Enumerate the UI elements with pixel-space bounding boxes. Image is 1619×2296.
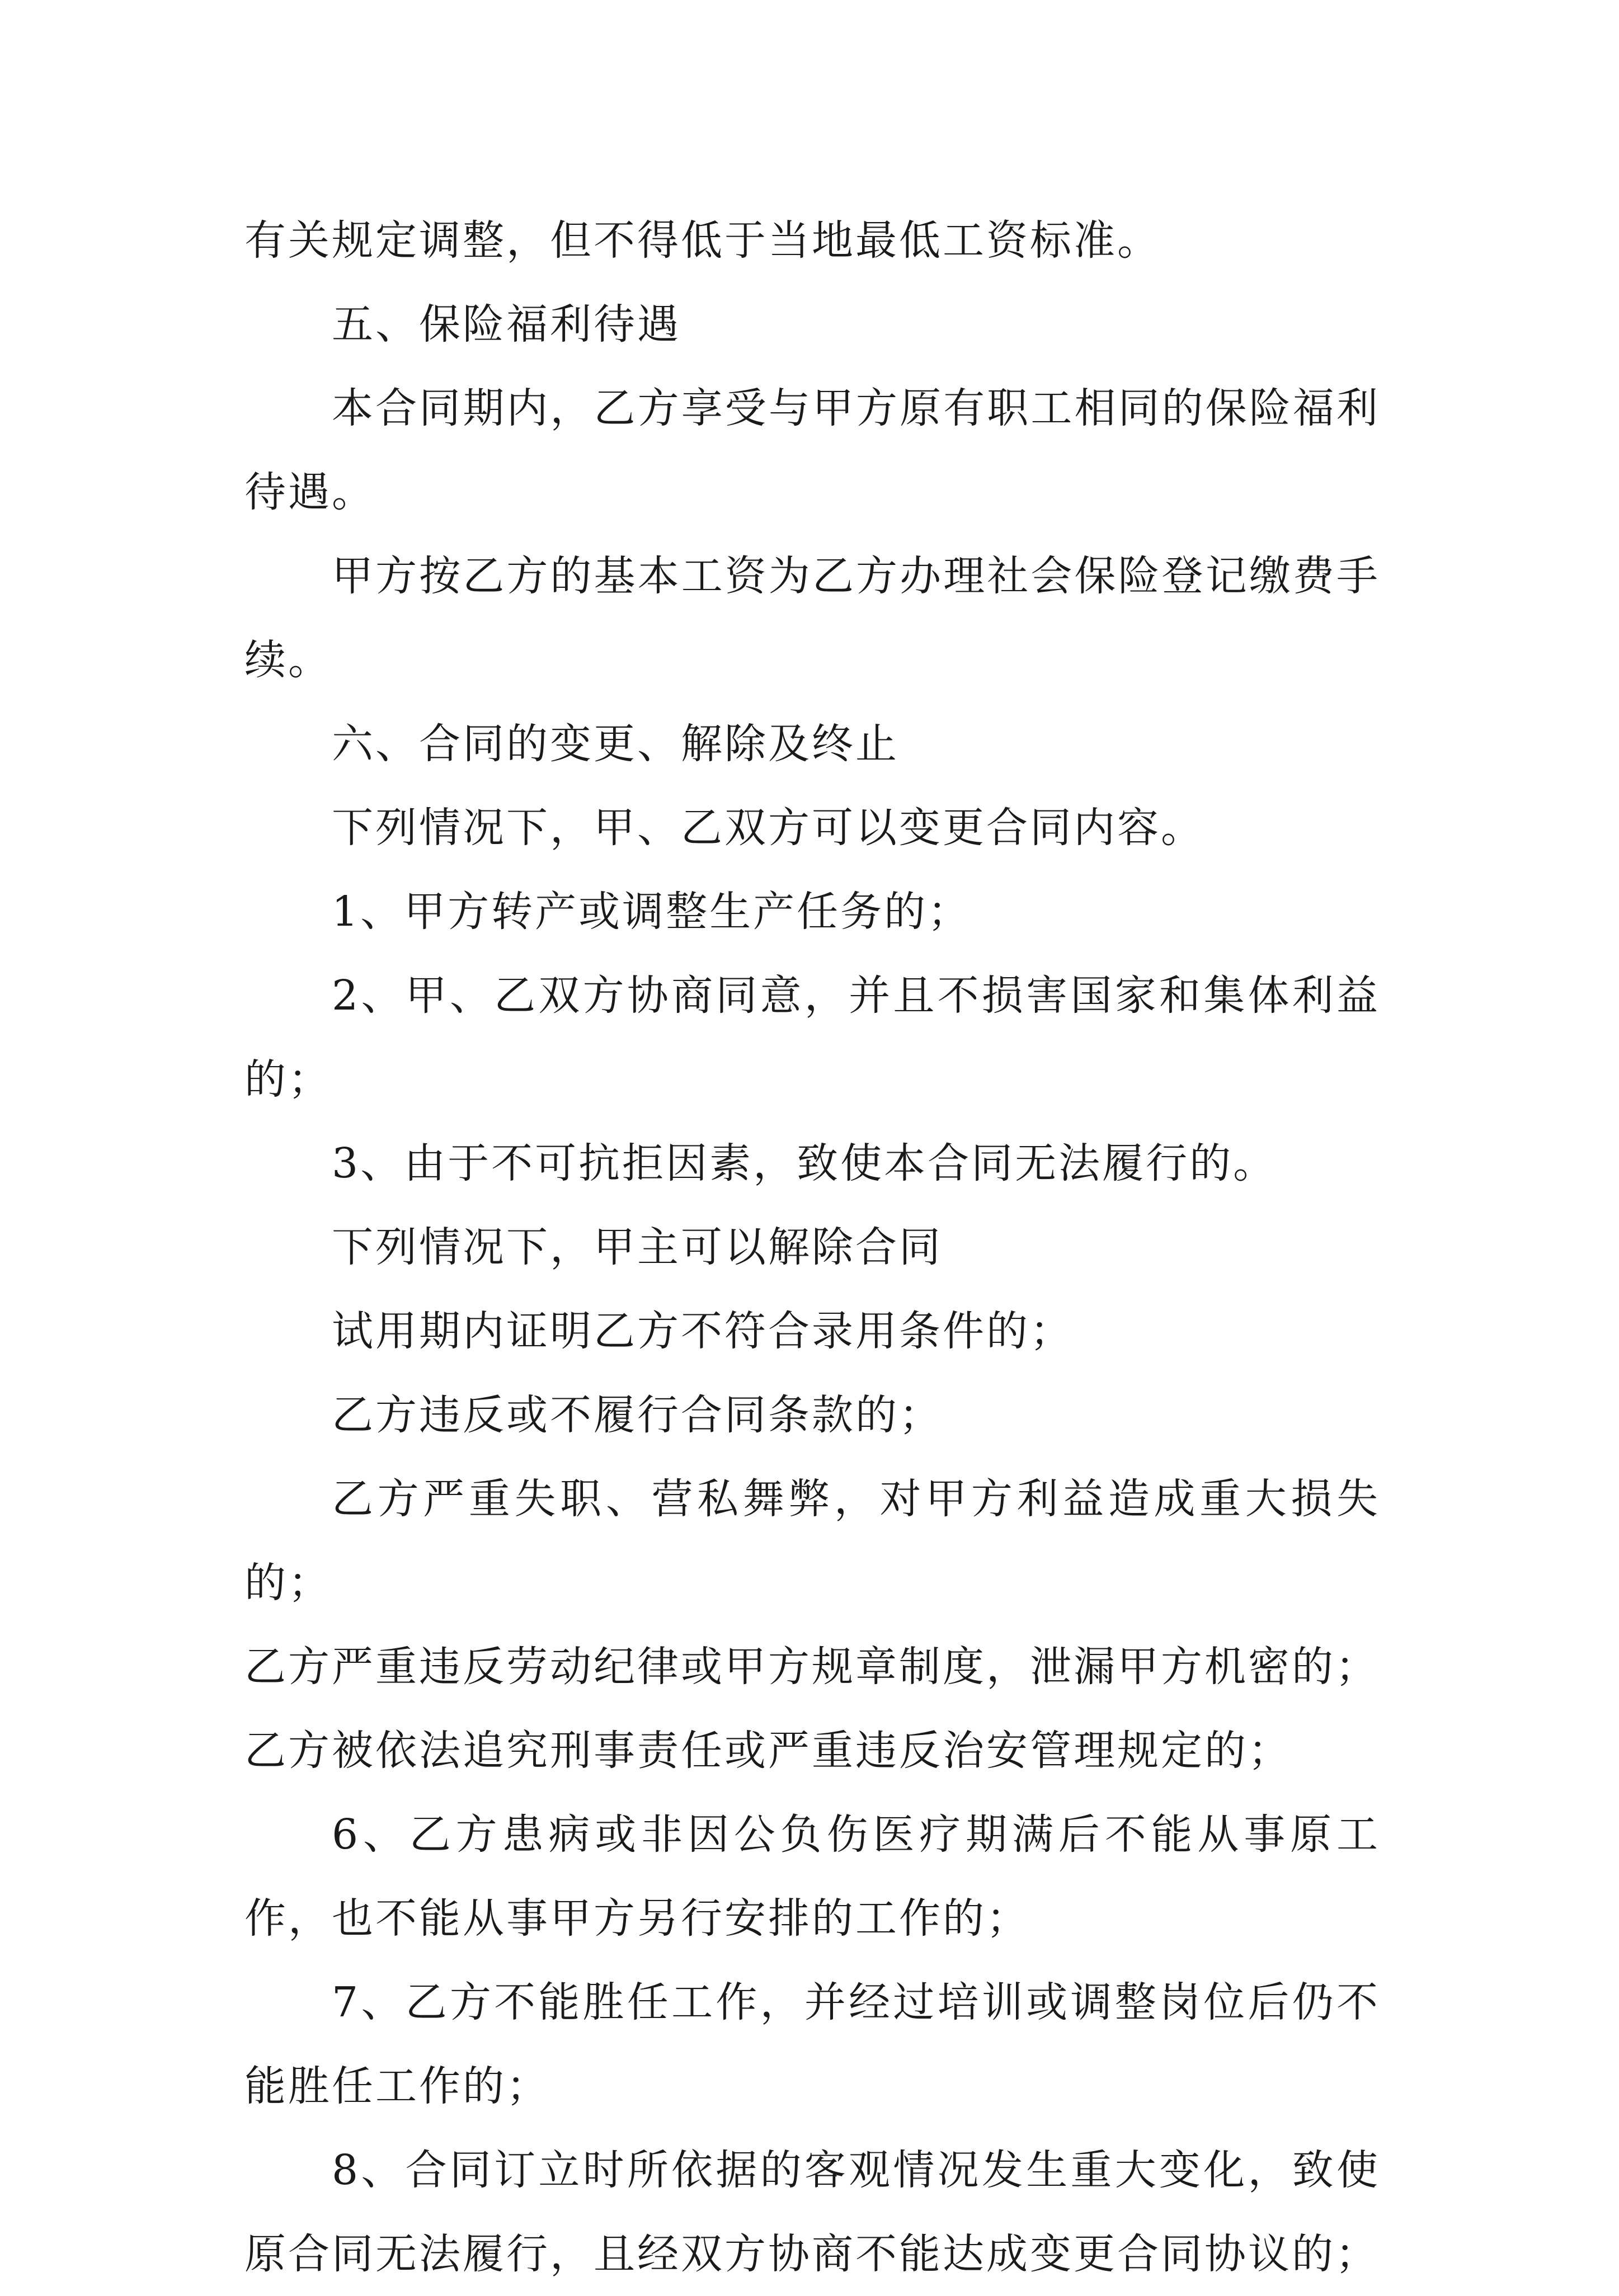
list-item: 8、合同订立时所依据的客观情况发生重大变化，致使原合同无法履行，且经双方协商不能达成变更合同协议的； bbox=[244, 2146, 1380, 2278]
list-item: 乙方严重失职、营私舞弊，对甲方利益造成重大损失的； bbox=[244, 1475, 1380, 1607]
list-item: 试用期内证明乙方不符合录用条件的； bbox=[332, 1307, 1074, 1355]
list-item: 乙方严重违反劳动纪律或甲方规章制度，泄漏甲方机密的； bbox=[244, 1643, 1379, 1691]
section-heading: 五、保险福利待遇 bbox=[332, 300, 681, 348]
section-heading: 六、合同的变更、解除及终止 bbox=[332, 720, 899, 768]
list-item: 2、甲、乙双方协商同意，并且不损害国家和集体利益的； bbox=[244, 972, 1380, 1104]
list-item: 乙方违反或不履行合同条款的； bbox=[332, 1391, 943, 1439]
paragraph: 下列情况下，甲、乙双方可以变更合同内容。 bbox=[332, 804, 1204, 852]
paragraph: 甲方按乙方的基本工资为乙方办理社会保险登记缴费手续。 bbox=[244, 552, 1380, 684]
list-item: 3、由于不可抗拒因素，致使本合同无法履行的。 bbox=[332, 1139, 1277, 1187]
paragraph: 下列情况下，甲主可以解除合同 bbox=[332, 1223, 943, 1271]
paragraph: 本合同期内，乙方享受与甲方原有职工相同的保险福利待遇。 bbox=[244, 384, 1380, 516]
document-body bbox=[244, 199, 1380, 2296]
paragraph: 有关规定调整，但不得低于当地最低工资标准。 bbox=[244, 216, 1161, 265]
list-item: 1、甲方转产或调整生产任务的； bbox=[332, 888, 972, 936]
list-item: 6、乙方患病或非因公负伤医疗期满后不能从事原工作，也不能从事甲方另行安排的工作的； bbox=[244, 1811, 1380, 1943]
list-item: 7、乙方不能胜任工作，并经过培训或调整岗位后仍不能胜任工作的； bbox=[244, 1978, 1380, 2110]
list-item: 乙方被依法追究刑事责任或严重违反治安管理规定的； bbox=[244, 1727, 1292, 1775]
